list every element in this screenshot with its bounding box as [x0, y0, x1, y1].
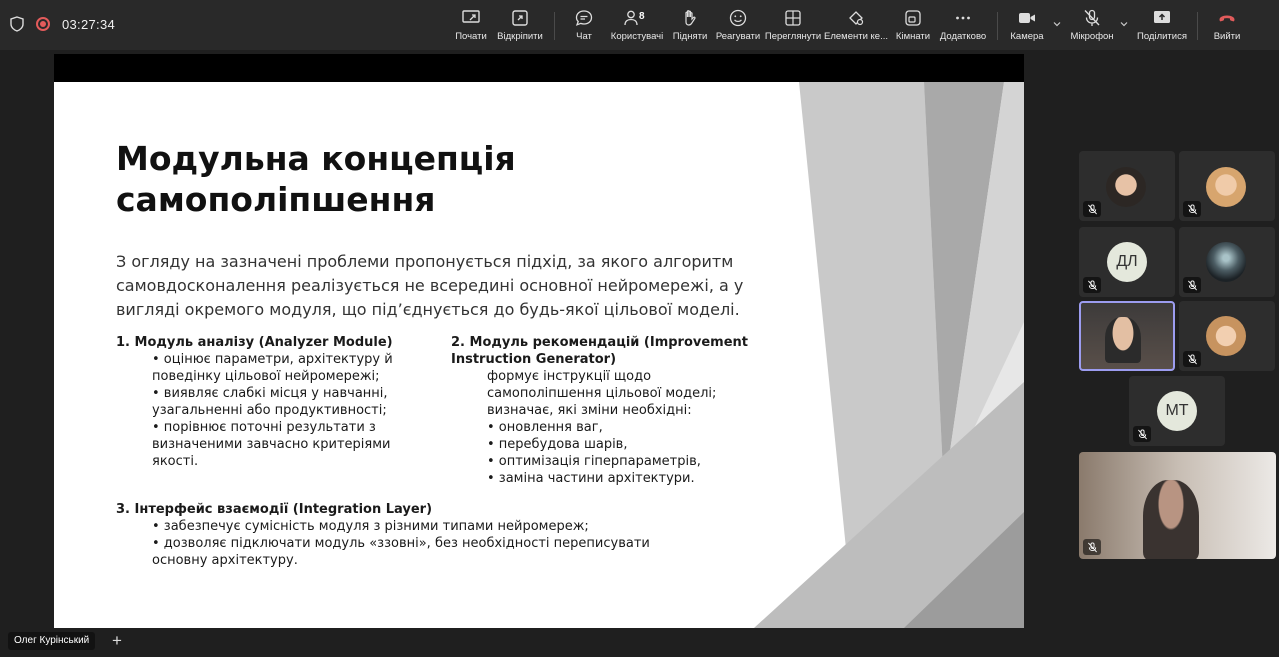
module-analyzer: [116, 334, 416, 470]
participant-tile-video[interactable]: [1079, 452, 1276, 559]
meeting-status: [10, 16, 115, 32]
module-line: • перебудова шарів,: [487, 437, 628, 452]
participant-tile[interactable]: [1079, 227, 1175, 297]
smile-icon: [728, 8, 748, 28]
rooms-label: Кімнати: [895, 31, 931, 42]
recording-icon: [36, 17, 50, 31]
module-title: 1. Модуль аналізу (Analyzer Module): [116, 335, 393, 350]
module-line: • дозволяє підключати модуль «ззовні», без необхідності переписувати: [152, 536, 650, 551]
module-title: 3. Інтерфейс взаємодії (Integration Layer): [116, 502, 433, 517]
unpin-label: Відкріпити: [497, 31, 543, 42]
module-line: формує інструкції щодо: [487, 369, 652, 384]
people-count: 8: [639, 11, 645, 22]
mic-off-icon: [1183, 201, 1201, 217]
people-label: Користувачі: [610, 31, 664, 42]
toolbar-divider: [554, 12, 555, 40]
microphone-button[interactable]: [1069, 8, 1115, 46]
apps-icon: [846, 8, 866, 28]
unpin-icon: [510, 8, 530, 28]
participant-tile[interactable]: [1179, 301, 1275, 371]
meeting-timer: 03:27:34: [62, 16, 116, 32]
camera-label: Камера: [1010, 31, 1044, 42]
start-present-label: Почати: [455, 31, 487, 42]
avatar: [1206, 242, 1246, 282]
avatar-initials: ДЛ: [1107, 242, 1147, 282]
phone-hangup-icon: [1217, 8, 1237, 28]
module-line: • заміна частини архітектури.: [487, 471, 695, 486]
participant-tile-active-speaker[interactable]: [1079, 301, 1175, 371]
participant-tile[interactable]: [1129, 376, 1225, 446]
mic-off-icon: [1083, 201, 1101, 217]
share-button[interactable]: [1137, 8, 1187, 46]
more-label: Додатково: [939, 31, 987, 42]
module-line: якості.: [152, 454, 199, 469]
module-line: узагальненні або продуктивності;: [152, 403, 387, 418]
mic-off-icon: [1183, 277, 1201, 293]
apps-button[interactable]: [826, 8, 886, 46]
rooms-icon: [903, 8, 923, 28]
react-label: Реагувати: [715, 31, 761, 42]
video-feed: [1105, 317, 1141, 363]
view-label: Переглянути: [764, 31, 822, 42]
slide-title-line: Модульна концепція: [116, 139, 516, 178]
raise-hand-label: Підняти: [672, 31, 708, 42]
chat-label: Чат: [576, 31, 592, 42]
slide-title: [116, 138, 616, 220]
module-line: • оцінює параметри, архітектуру й: [152, 352, 393, 367]
leave-label: Вийти: [1213, 31, 1241, 42]
presenter-name-tag: Олег Курінський: [8, 632, 95, 650]
unpin-button[interactable]: [497, 8, 543, 46]
mic-off-icon: [1083, 277, 1101, 293]
camera-icon: [1017, 8, 1037, 28]
people-button[interactable]: [611, 8, 663, 46]
toolbar-divider: [1197, 12, 1198, 40]
module-recommendations: [451, 334, 751, 487]
avatar: [1106, 167, 1146, 207]
module-line: • виявляє слабкі місця у навчанні,: [152, 386, 388, 401]
slide-title-line: самополіпшення: [116, 180, 436, 219]
react-button[interactable]: [716, 8, 760, 46]
chat-icon: [574, 8, 594, 28]
share-label: Поділитися: [1137, 31, 1187, 42]
view-button[interactable]: [766, 8, 820, 46]
module-line: • оновлення ваг,: [487, 420, 603, 435]
microphone-label: Мікрофон: [1070, 31, 1114, 42]
module-line: основну архітектуру.: [152, 553, 298, 568]
module-integration: [116, 501, 676, 569]
chevron-down-icon[interactable]: [1120, 20, 1128, 28]
chat-button[interactable]: [572, 8, 596, 46]
rooms-button[interactable]: [896, 8, 930, 46]
more-button[interactable]: [940, 8, 986, 46]
participant-tile[interactable]: [1079, 151, 1175, 221]
avatar: [1206, 167, 1246, 207]
hand-icon: [680, 8, 700, 28]
camera-button[interactable]: [1010, 8, 1044, 46]
more-icon: [953, 8, 973, 28]
avatar-initials: МТ: [1157, 391, 1197, 431]
shield-icon: [10, 16, 24, 32]
toolbar-divider: [997, 12, 998, 40]
mic-off-icon: [1082, 8, 1102, 28]
share-icon: [1152, 8, 1172, 28]
participant-tile[interactable]: [1179, 151, 1275, 221]
video-feed: [1143, 480, 1199, 559]
plus-icon[interactable]: +: [112, 631, 122, 650]
presentation-slide: [54, 82, 1024, 628]
mic-off-icon: [1133, 426, 1151, 442]
chevron-down-icon[interactable]: [1053, 20, 1061, 28]
module-line: поведінку цільової нейромережі;: [152, 369, 380, 384]
meeting-toolbar: [0, 0, 1279, 50]
module-line: • оптимізація гіперпараметрів,: [487, 454, 701, 469]
mic-off-icon: [1083, 539, 1101, 555]
start-present-button[interactable]: [455, 8, 487, 46]
module-line: самополіпшення цільової моделі;: [487, 386, 717, 401]
module-line: • забезпечує сумісність модуля з різними типами нейромереж;: [152, 519, 589, 534]
present-icon: [461, 8, 481, 28]
apps-label: Елементи ке...: [824, 31, 888, 42]
participant-tile[interactable]: [1179, 227, 1275, 297]
module-title: 2. Модуль рекомендацій (Improvement Instruction Generator): [451, 335, 749, 367]
module-line: визначеними завчасно критеріями: [152, 437, 391, 452]
module-line: визначає, які зміни необхідні:: [487, 403, 692, 418]
avatar: [1206, 316, 1246, 356]
mic-off-icon: [1183, 351, 1201, 367]
grid-icon: [783, 8, 803, 28]
raise-hand-button[interactable]: [673, 8, 707, 46]
leave-button[interactable]: [1212, 8, 1242, 46]
module-line: • порівнює поточні результати з: [152, 420, 376, 435]
slide-intro-text: З огляду на зазначені проблеми пропонується підхід, за якого алгоритм самовдосконалення реалізується не всередині основної нейромережі, а у вигляді окремого модуля, що під’єднується до будь-якої цільової моделі.: [116, 252, 744, 319]
